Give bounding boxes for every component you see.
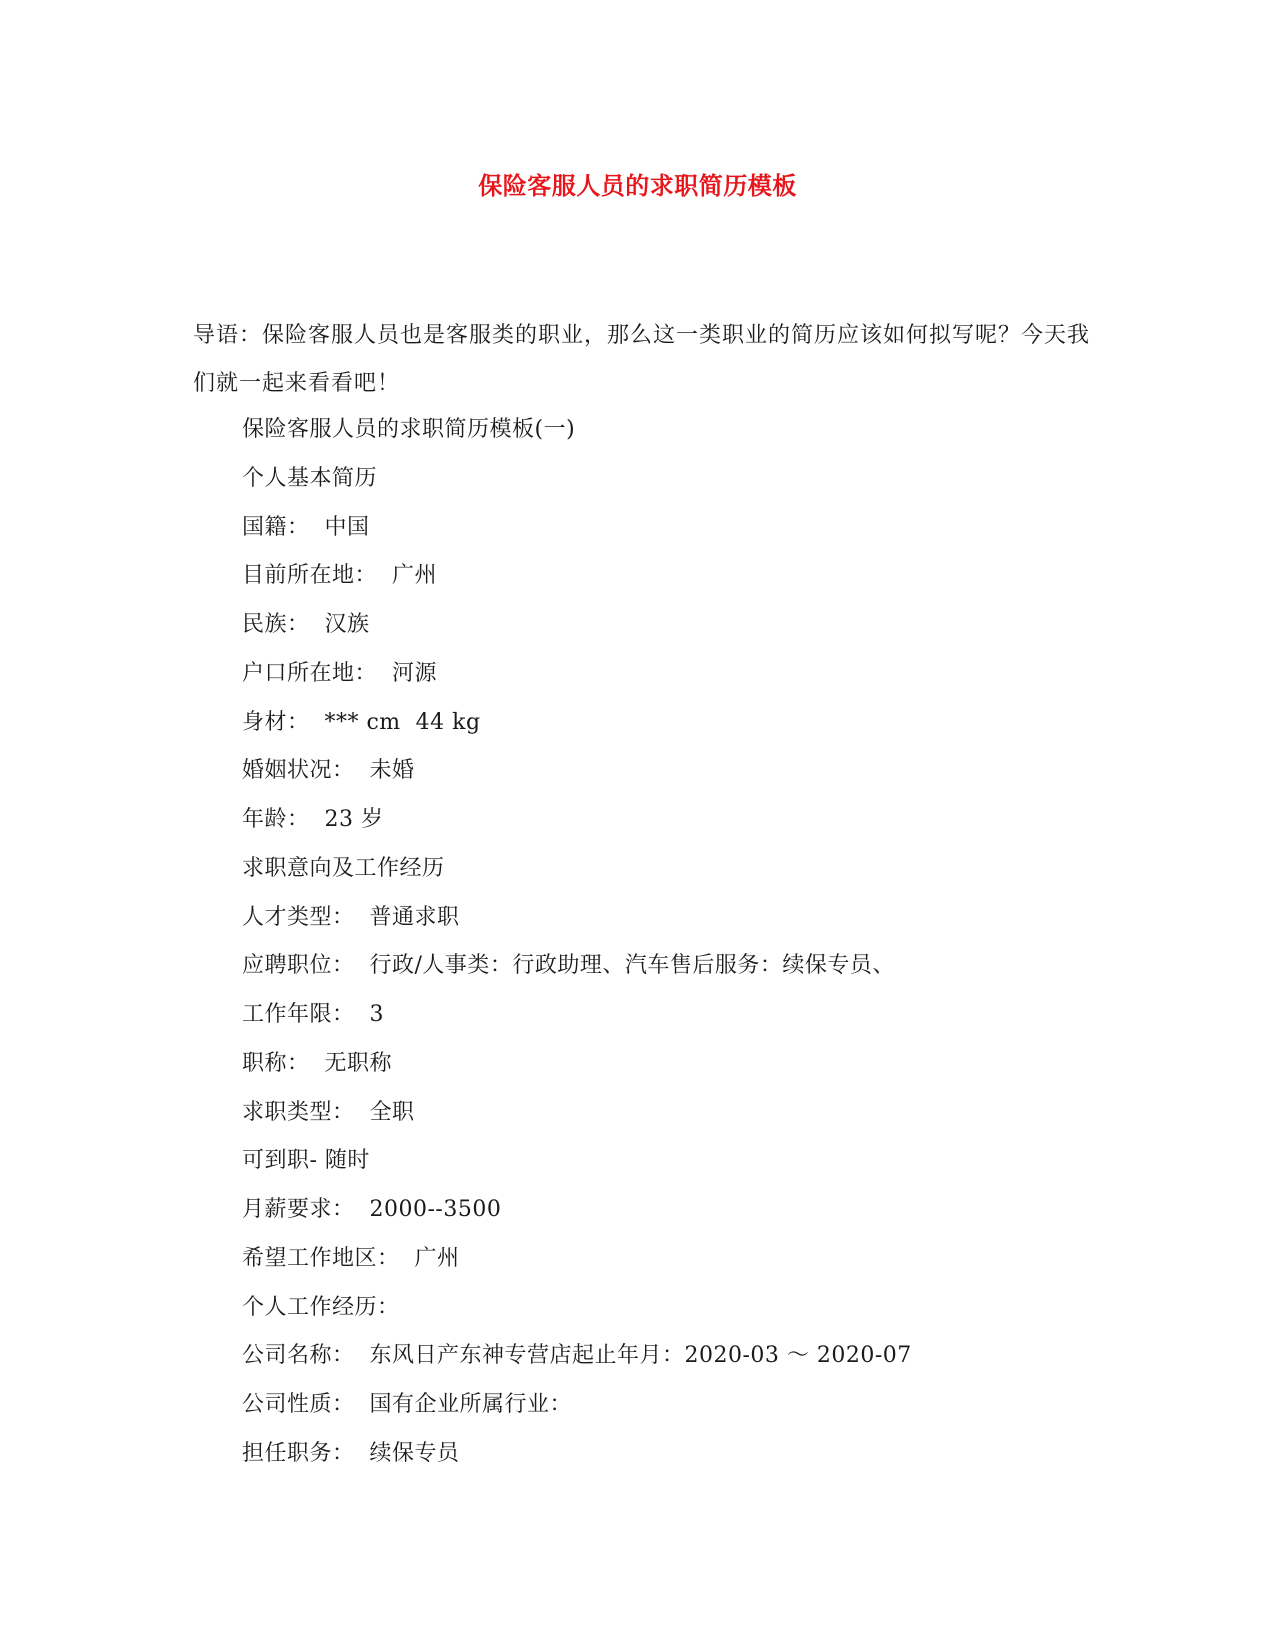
field-company-type: 公司性质： 国有企业所属行业： [242,1392,572,1417]
field-ethnicity: 民族： 汉族 [242,612,370,637]
field-position: 应聘职位： 行政/人事类：行政助理、汽车售后服务：续保专员、 [242,953,895,979]
field-nationality: 国籍： 中国 [242,514,370,540]
field-current-location: 目前所在地： 广州 [242,563,437,589]
field-job-type: 求职类型： 全职 [242,1099,415,1125]
field-body: 身材： *** cm 44 kg [242,709,481,735]
field-salary: 月薪要求： 2000--3500 [242,1197,502,1222]
field-company-name: 公司名称： 东风日产东神专营店起止年月：2020-03 ～ 2020-07 [242,1343,912,1369]
section-heading-experience: 个人工作经历： [242,1294,400,1320]
section-heading-intent: 求职意向及工作经历 [242,855,445,881]
field-title: 职称： 无职称 [242,1050,392,1076]
field-talent-type: 人才类型： 普通求职 [242,904,460,930]
field-age: 年龄： 23 岁 [242,807,384,832]
section-heading-basic: 个人基本简历 [242,465,378,491]
document-title: 保险客服人员的求职简历模板 [478,171,797,200]
field-hukou-location: 户口所在地： 河源 [242,660,437,686]
section-heading-template: 保险客服人员的求职简历模板(一) [242,417,576,442]
field-availability: 可到职- 随时 [242,1148,370,1174]
field-desired-location: 希望工作地区： 广州 [242,1245,460,1271]
intro-paragraph: 导语：保险客服人员也是客服类的职业，那么这一类职业的简历应该如何拟写呢？今天我们就一起来看看吧！ [193,323,1091,396]
field-marital-status: 婚姻状况： 未婚 [242,758,415,784]
resume-lines [242,406,1142,1479]
field-role: 担任职务： 续保专员 [242,1440,460,1466]
field-years: 工作年限： 3 [242,1002,384,1027]
